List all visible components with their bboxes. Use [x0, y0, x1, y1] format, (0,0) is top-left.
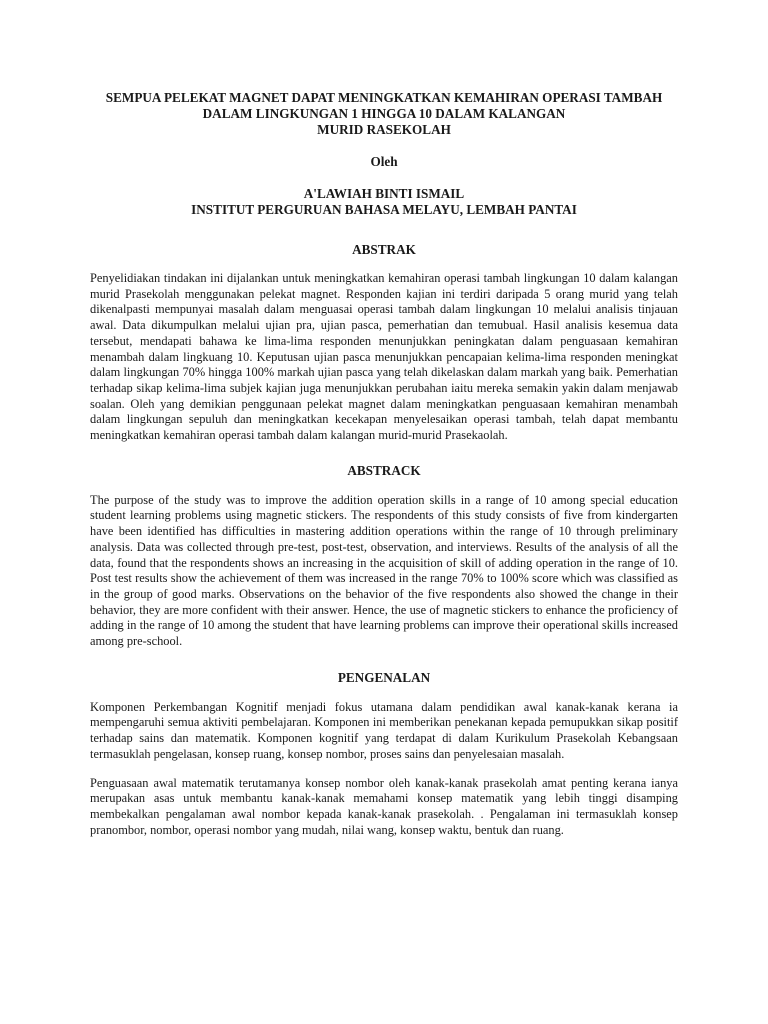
by-label: Oleh: [370, 154, 398, 169]
pengenalan-paragraph-1: Komponen Perkembangan Kognitif menjadi fokus utamana dalam pendidikan awal kanak-kanak kerana ia mempengaruhi semua aktiviti pembelajaran. Komponen ini memberikan penekanan kepada pemupukkan sikap positif terhadap sains dan matematik. Komponen kognitif yang terdapat di dalam Kurikulum Prasekolah Kebangsaan termasuklah pengelasan, konsep ruang, konsep nombor, proses sains dan penyelesaian masalah.: [90, 699, 678, 761]
title-line-3: MURID RASEKOLAH: [317, 122, 451, 137]
title-line-1: SEMPUA PELEKAT MAGNET DAPAT MENINGKATKAN KEMAHIRAN OPERASI TAMBAH: [105, 90, 663, 105]
author-institution: INSTITUT PERGURUAN BAHASA MELAYU, LEMBAH PANTAI: [191, 202, 577, 217]
pengenalan-heading: PENGENALAN: [337, 669, 431, 685]
paper-title: [90, 90, 678, 138]
author-name: A'LAWIAH BINTI ISMAIL: [303, 186, 465, 201]
title-line-2: DALAM LINGKUNGAN 1 HINGGA 10 DALAM KALANGAN: [202, 106, 566, 121]
abstrak-paragraph: Penyelidiakan tindakan ini dijalankan untuk meningkatkan kemahiran operasi tambah lingkungan 10 dalam kalangan murid Prasekolah menggunakan pelekat magnet. Responden kajian ini terdiri daripada 5 orang murid yang telah dikenalpasti mempunyai masalah dalam menguasai operasi tambah dalam lingkungan 10 melalui analisis tinjauan awal. Data dikumpulkan melalui ujian pra, ujian pasca, pemerhatian dan temubual. Hasil analisis kesemua data tersebut, mendapati bahawa ke lima-lima responden menunjukkan peningkatan dalam penguasaan kemahiran menambah dalam lingkuang 10. Keputusan ujian pasca menunjukkan pencapaian kelima-lima responden meningkat dalam lingkungan 70% hingga 100% markah ujian pasca yang telah dikelaskan dalam markah yang baik. Pemerhatian terhadap sikap kelima-lima subjek kajian juga menunjukkan perubahan iaitu mereka semakin yakin dalam menjawab soalan. Oleh yang demikian penggunaan pelekat magnet dalam meningkatkan penguasaan kemahiran menambah dalam lingkungan sepuluh dan meningkatkan kecekapan menyelesaikan operasi tambah, telah dapat membantu meningkatkan kemahiran operasi tambah dalam kalangan murid-murid Prasekaolah.: [90, 271, 678, 443]
author-block: [90, 186, 678, 218]
abstrack-paragraph: The purpose of the study was to improve the addition operation skills in a range of 10 among special education student learning problems using magnetic stickers. The respondents of this study consists of five from kindergarten have been identified has difficulties in mastering addition operations within the range of 10 through preliminary analysis. Data was collected through pre-test, post-test, observation, and interviews. Results of the analysis of all the data, found that the respondents shows an increasing in the acquisition of skill of adding operation in the range of 10. Post test results show the achievement of them was increased in the range 70% to 100% score which was classified as in the group of good marks. Observations on the behavior of the five respondents also showed the change in their behavior, they are more confident with their answer. Hence, the use of magnetic stickers to enhance the proficiency of adding in the range of 10 among the student that have learning problems can improve their operational skills increased among pre-school.: [90, 492, 678, 649]
pengenalan-paragraph-2: Penguasaan awal matematik terutamanya konsep nombor oleh kanak-kanak prasekolah amat penting kerana ianya merupakan asas untuk membantu kanak-kanak memahami konsep matematik yang lebih tinggi disamping membekalkan pengalaman awal nombor kepada kanak-kanak prasekolah. . Pengalaman ini termasuklah konsep pranombor, nombor, operasi nombor yang mudah, nilai wang, konsep waktu, bentuk dan ruang.: [90, 775, 678, 837]
document-page: [90, 90, 678, 838]
abstrak-heading: ABSTRAK: [352, 242, 416, 257]
abstrack-heading: ABSTRACK: [347, 462, 421, 478]
